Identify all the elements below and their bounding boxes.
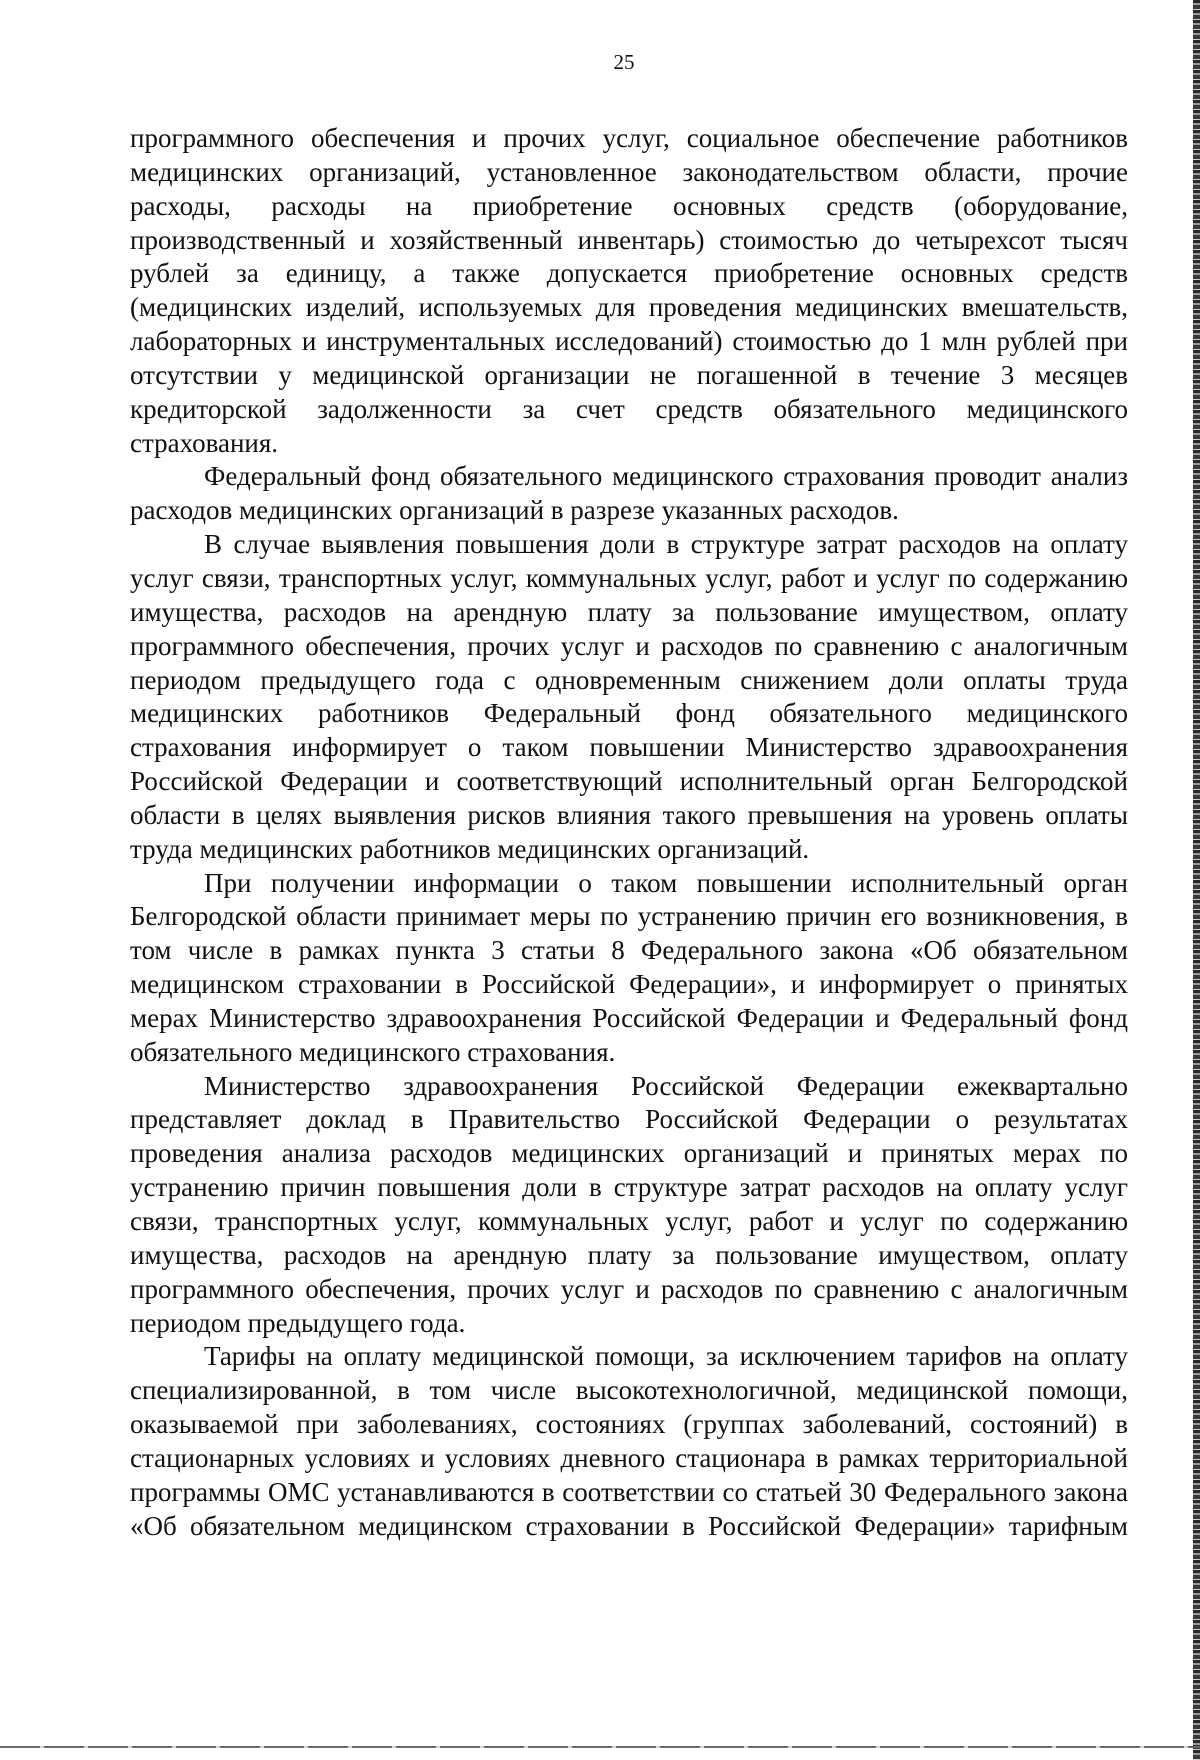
paragraph-6: Тарифы на оплату медицинской помощи, за исключением тарифов на оплату специализированной, в том числе высокотехнологичной, медицинской помощи, оказываемой при заболеваниях, состояниях (группах заболеваний, состояний) в стационарных условиях и условиях дневного стационара в рамках территориальной программы ОМС устанавливаются в соответствии со статьей 30 Федерального закона «Об обязательном медицинском страховании в Российской Федерации» тарифным bbox=[130, 1341, 1128, 1541]
paragraph-3: В случае выявления повышения доли в структуре затрат расходов на оплату услуг связи, транспортных услуг, коммунальных услуг, работ и услуг по содержанию имущества, расходов на арендную плату за пользование имуществом, оплату программного обеспечения, прочих услуг и расходов по сравнению с аналогичным периодом предыдущего года с одновременным снижением доли оплаты труда медицинских работников Федеральный фонд обязательного медицинского страхования информирует о таком повышении Министерство здравоохранения Российской Федерации и соответствующий исполнительный орган Белгородской области в целях выявления рисков влияния такого превышения на уровень оплаты труда медицинских работников медицинских организаций. bbox=[130, 529, 1128, 864]
paragraph-2: Федеральный фонд обязательного медицинского страхования проводит анализ расходов медицинских организаций в разрезе указанных расходов. bbox=[130, 461, 1128, 526]
document-body bbox=[130, 122, 1128, 1543]
paragraph-5: Министерство здравоохранения Российской Федерации ежеквартально представляет доклад в Правительство Российской Федерации о результатах проведения анализа расходов медицинских организаций и принятых мерах по устранению причин повышения доли в структуре затрат расходов на оплату услуг связи, транспортных услуг, коммунальных услуг, работ и услуг по содержанию имущества, расходов на арендную плату за пользование имуществом, оплату программного обеспечения, прочих услуг и расходов по сравнению с аналогичным периодом предыдущего года. bbox=[130, 1070, 1128, 1338]
page-number: 25 bbox=[613, 50, 635, 74]
scan-bottom-artifact bbox=[0, 1746, 1200, 1748]
paragraph-1: программного обеспечения и прочих услуг, социальное обеспечение работников медицинских организаций, установленное законодательством области, прочие расходы, расходы на приобретение основных средств (оборудование, производственный и хозяйственный инвентарь) стоимостью до четырехсот тысяч рублей за единицу, а также допускается приобретение основных средств (медицинских изделий, используемых для проведения медицинских вмешательств, лабораторных и инструментальных исследований) стоимостью до 1 млн рублей при отсутствии у медицинской организации не погашенной в течение 3 месяцев кредиторской задолженности за счет средств обязательного медицинского страхования. bbox=[130, 123, 1128, 458]
paragraph-4: При получении информации о таком повышении исполнительный орган Белгородской области принимает меры по устранению причин его возникновения, в том числе в рамках пункта 3 статьи 8 Федерального закона «Об обязательном медицинском страховании в Российской Федерации», и информирует о принятых мерах Министерство здравоохранения Российской Федерации и Федеральный фонд обязательного медицинского страхования. bbox=[130, 867, 1128, 1067]
scan-edge-artifact bbox=[1193, 0, 1200, 1760]
